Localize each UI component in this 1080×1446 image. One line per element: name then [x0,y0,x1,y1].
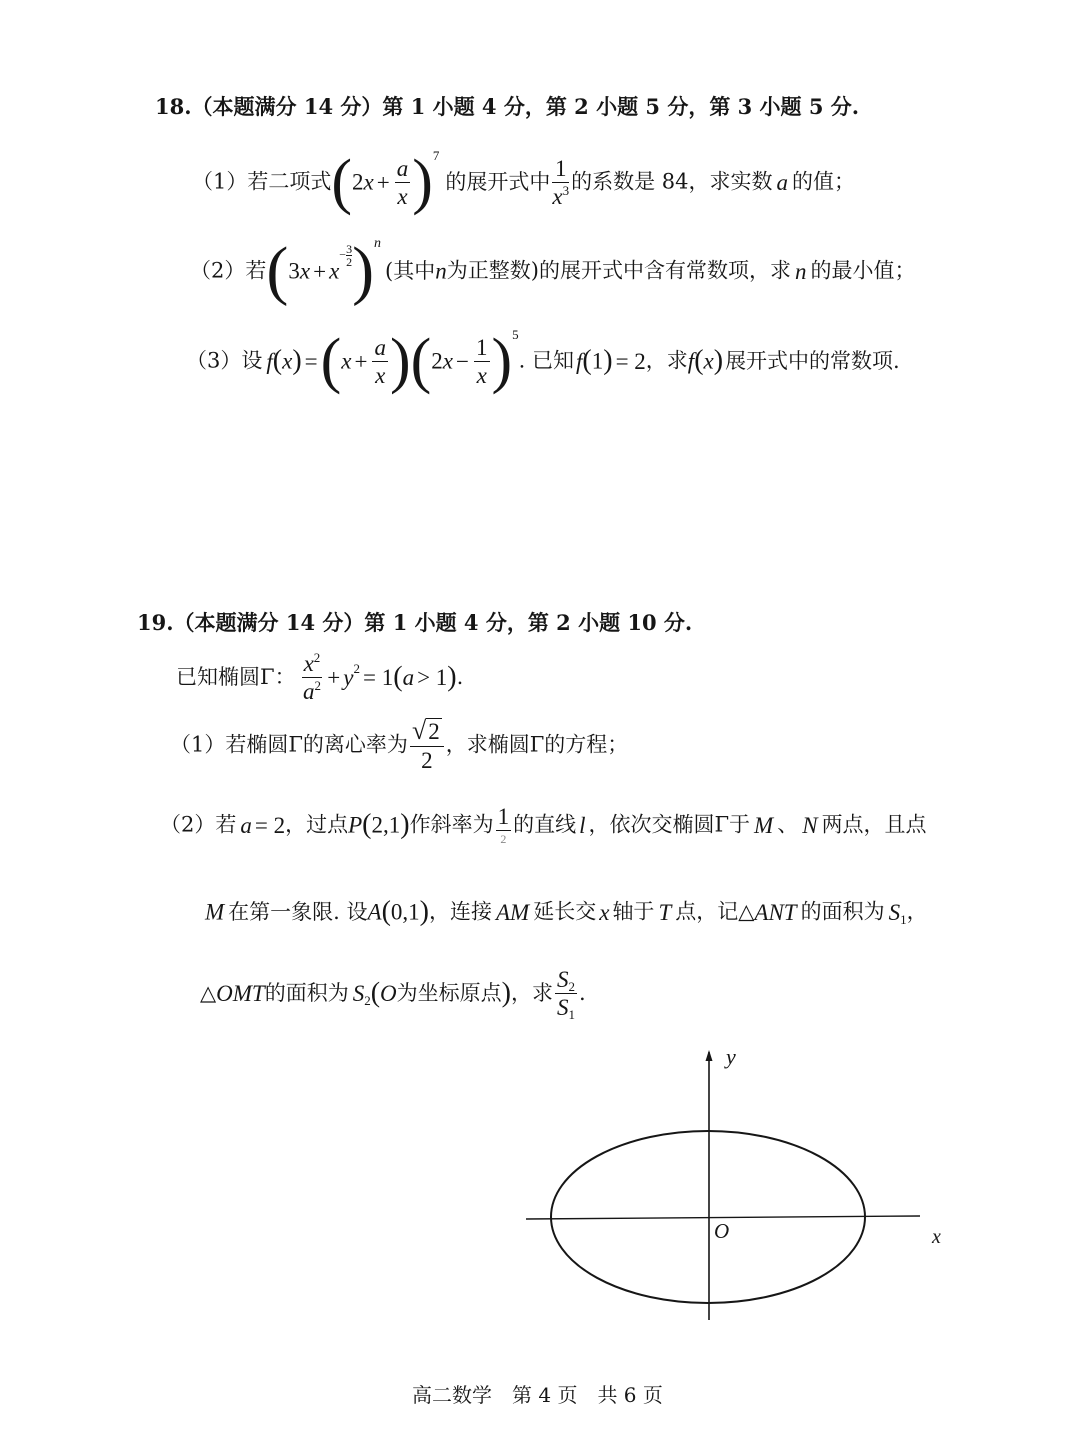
y-axis-label: y [726,1044,736,1069]
exponent: 7 [432,147,440,163]
math-var: OMT [216,981,265,1006]
math-var: M [205,899,225,925]
text: 的直线 [513,812,577,837]
subscript: 2 [364,993,371,1008]
math-var: x [599,899,610,925]
left-paren: ( [331,148,353,216]
fraction-1-over-2: $\frac{1}{2}$ [497,804,510,846]
text: 的最小值； [810,258,916,283]
text: 轴于 [612,899,655,924]
text: △ [200,981,217,1005]
text: . [456,665,464,689]
math-var: AM [496,899,530,925]
math-var: O [380,981,397,1006]
q19-part1-tag: （1）若椭圆Γ的离心率为 [170,732,408,757]
text: . [579,981,586,1005]
q19-part2: （2）若 a = 2，过点P(2,1)作斜率为 $\frac{1}{2}$ 的直线 l ，依次交椭圆Γ于 M 、 N 两点，且点 [160,804,927,846]
math-var: a [240,812,252,838]
q19-given: 已知椭圆Γ： $\frac{x^2}{a^2}$ + $y^2 = 1(a > 1)$. [176,650,464,704]
exponent: 2 [353,661,360,676]
right-paren: ) [412,148,433,216]
math-op: = 1 [363,665,394,690]
math-var: S [888,899,901,925]
math-op: + [313,258,327,284]
y-axis-arrow-icon [706,1050,713,1061]
text: 在第一象限. 设 [228,899,368,924]
fraction-sqrt2-over-2: $\frac{√2}{2}$ [410,718,444,772]
text: 延长交 [533,899,597,924]
math-var: x [299,258,311,284]
q18-header: 18.（本题满分 14 分）第 1 小题 4 分，第 2 小题 5 分，第 3 小题 5 分. [155,94,860,119]
exponent: 5 [512,326,519,342]
math-var: x [341,348,352,374]
text: (其中 [385,258,436,283]
math-var: N [802,812,818,838]
text: ，求 [511,981,553,1005]
math-var: l [579,812,586,838]
math-var: x [442,348,454,374]
page-footer: 高二数学 第 4 页 共 6 页 [412,1383,663,1407]
math-var: n [794,258,807,284]
math-var: a [402,665,415,690]
math-var: x [703,348,714,374]
right-paren: ) [352,234,375,307]
math-var: a [776,169,789,195]
math-op: = 2 [254,812,286,838]
text: 的展开式中含有常数项，求 [538,258,791,283]
math-const: 2 [352,169,364,195]
exponent: n [374,235,382,251]
q19-header: 19.（本题满分 14 分）第 1 小题 4 分，第 2 小题 10 分. [137,610,693,635]
text: 展开式中的常数项. [725,348,900,373]
math-var: ANT [754,899,797,925]
right-paren: ) [491,327,513,395]
text: 两点，且点 [821,812,927,837]
math-var: x [282,348,293,374]
fraction-x2-over-a2: $\frac{x^2}{a^2}$ [302,650,321,704]
fraction-s2-over-s1: $\frac{S2}{S1}$ [557,967,575,1022]
math-op: − [456,348,469,374]
text: ，依次交椭圆Γ于 [588,812,751,837]
text: 已知椭圆Γ： [176,665,296,689]
text: 作斜率为 [409,812,494,837]
q19-part2-tag: （2）若 [160,812,237,837]
point-coords: 2,1 [371,812,401,838]
math-const: 2 [431,348,443,374]
math-op: > 1 [417,665,448,690]
left-paren: ( [266,234,289,307]
q18-part1-tag: （1）若二项式 [192,169,332,194]
math-var: f [266,348,273,374]
text: ，过点 [285,812,349,837]
x-axis-label: x [932,1226,941,1248]
text: ，求椭圆Γ的方程； [445,732,629,757]
text: 为坐标原点 [396,981,502,1005]
fraction-1-over-x: $\frac{1}{x}$ [476,334,488,388]
math-var: S [352,981,365,1006]
text: 的面积为 [264,981,349,1005]
math-var: f [687,348,695,374]
text: 为正整数) [446,258,539,283]
math-var: y [343,665,354,690]
q18-part3-tag: （3）设 [186,348,263,373]
left-paren: ( [320,327,342,395]
math-var: A [367,899,382,925]
right-paren: ) [292,345,302,376]
math-var: M [754,812,774,838]
q18-part2-tag: （2）若 [190,258,267,283]
math-op: + [327,665,341,690]
fraction-a-over-x: $\frac{a}{x}$ [374,334,386,388]
text: 的展开式中 [445,169,551,194]
fraction-a-over-x: $\frac{a}{x}$ [396,155,409,209]
text: 、 [777,812,799,837]
math-const: 3 [288,258,300,284]
q19-part2-cont: M 在第一象限. 设A(0,1)，连接 AM 延长交 x 轴于 T 点，记△ANT 的面积为 $S_1$， [205,896,928,927]
text: . 已知 [518,348,575,373]
right-paren: ) [389,327,411,395]
left-paren: ( [410,327,432,395]
left-paren: ( [272,345,283,376]
text: ， [906,899,928,924]
subscript: 1 [900,911,907,927]
math-const: 1 [591,348,604,374]
right-paren: ) [501,977,511,1009]
math-var: x [329,258,340,284]
text: ，求 [645,348,688,373]
math-op: + [376,169,390,195]
fraction-1-over-x3: $\frac{1}{x^3}$ [552,155,570,209]
origin-label: O [714,1219,730,1243]
math-var: x [363,169,374,195]
left-paren: ( [370,977,381,1009]
text: 的系数是 84，求实数 [571,169,773,194]
exponent-neg-3-over-2: − $\frac{3}{2}$ [339,241,353,269]
math-var: n [435,258,447,284]
math-var: f [576,348,583,374]
math-var: T [658,899,672,925]
point-coords: 0,1 [390,899,420,925]
math-op: = 2 [615,348,646,374]
math-op: + [354,348,368,374]
text: 点，记△ [675,899,755,924]
q18-part3: （3）设 f(x) =(x + $\frac{a}{x}$ )(2x − $\frac{1}{x}$ )$^5$. 已知f(1) = 2，求f(x)展开式中的常数项. [186,326,900,395]
text: ，连接 [429,899,492,924]
math-op: = [304,348,318,374]
text: 的值； [792,169,856,194]
math-var: P [348,812,363,838]
text: 的面积为 [800,899,885,924]
